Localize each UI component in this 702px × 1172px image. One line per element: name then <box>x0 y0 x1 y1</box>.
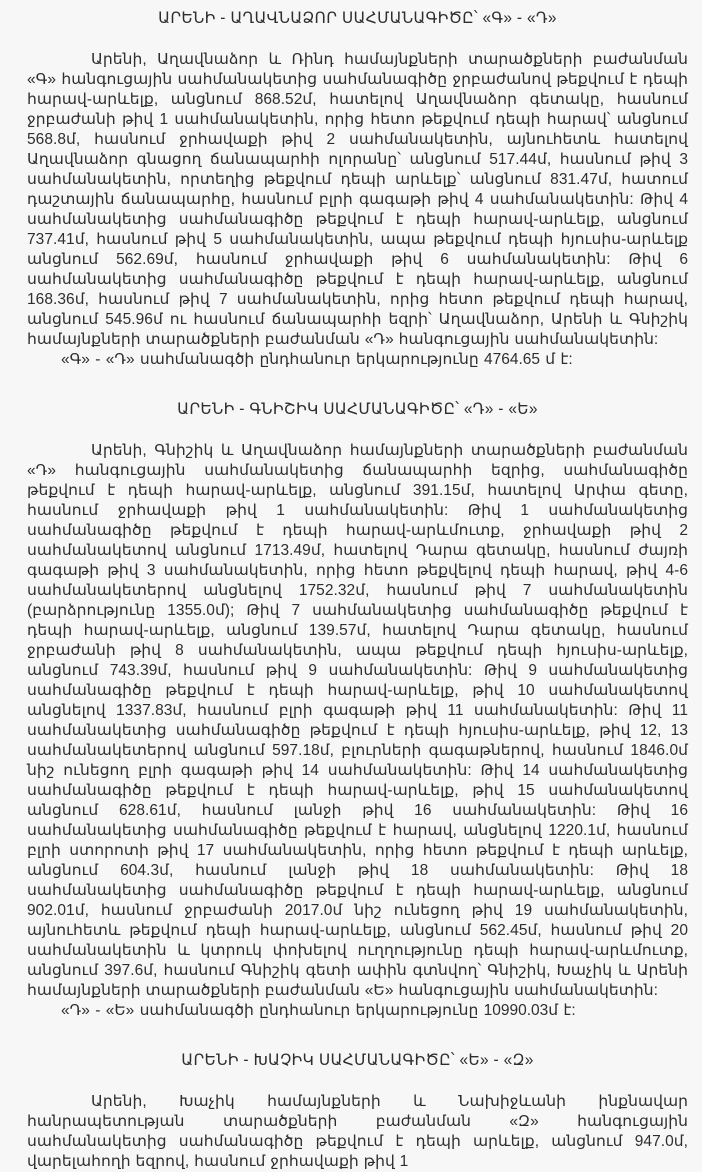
section-heading: ԱՐԵՆԻ - ԳՆԻՇԻԿ ՍԱՀՄԱՆԱԳԻԾԸ՝ «Դ» - «Ե» <box>177 400 538 419</box>
section-heading: ԱՐԵՆԻ - ԽԱՉԻԿ ՍԱՀՄԱՆԱԳԻԾԸ՝ «Ե» - «Զ» <box>181 1051 534 1070</box>
section-areni-gnishik <box>27 400 688 1021</box>
section-paragraph: Արենի, Աղավնաձոր և Ռինդ համայնքների տարածքների բաժանման «Գ» հանգուցային սահմանակետից սահմանագիծը ջրբաժանով թեքվում է դեպի հարավ-արևելք, անցնում 868.52մ, հատելով Աղավնաձոր գետակը, հասնում ջրբաժանի թիվ 1 սահմանակետին, որից հետո թեքվում դեպի հարավ՝ անցնում 568.8մ, հասնում ջրհավաքի թիվ 2 սահմանակետին, այնուհետև հատելով Աղավնաձոր գնացող ճանապարհի ոլորանը՝ անցնում 517.44մ, հասնում թիվ 3 սահմանակետին, որտեղից թեքվում դեպի արևելք՝ անցնում 831.47մ, հատում դաշտային ճանապարհը, հասնում բլրի գագաթի թիվ 4 սահմանակետին: Թիվ 4 սահմանակետից սահմանագիծը թեքվում է դեպի հարավ-արևելք, անցնում 737.41մ, հասնում թիվ 5 սահմանակետին, ապա թեքվում դեպի հյուսիս-արևելք անցնում 562.69մ, հասնում ջրհավաքի թիվ 6 սահմանակետին: Թիվ 6 սահմանակետից սահմանագիծը թեքվում է դեպի հարավ-արևելք, անցնում 168.36մ, հասնում թիվ 7 սահմանակետին, որից հետո թեքվում դեպի հարավ, անցնում 545.96մ ու հասնում ճանապարհի եզրի՝ Աղավնաձոր, Արենի և Գնիշիկ համայնքների տարածքների բաժանման «Դ» հանգուցային սահմանակետին: <box>27 51 688 348</box>
section-paragraph: Արենի, Խաչիկ համայնքների և Նախիջևանի ինքնավար հանրապետության տարածքների բաժանման «Զ» հանգուցային սահմանակետից սահմանագիծը թեքվում է դեպի արևելք, անցնում 947.0մ, վարելահողի եզրով, հասնում ջրհավաքի թիվ 1 <box>27 1093 688 1170</box>
section-total-length: «Գ» - «Դ» սահմանագծի ընդհանուր երկարությունը 4764.65 մ է: <box>61 351 573 368</box>
section-total-length: «Դ» - «Ե» սահմանագծի ընդհանուր երկարությունը 10990.03մ է: <box>61 1002 576 1019</box>
section-heading: ԱՐԵՆԻ - ԱՂԱՎՆԱՁՈՐ ՍԱՀՄԱՆԱԳԻԾԸ՝ «Գ» - «Դ» <box>158 9 557 28</box>
section-areni-khachik <box>27 1051 688 1172</box>
section-areni-aghavnadzor <box>27 9 688 370</box>
section-paragraph: Արենի, Գնիշիկ և Աղավնաձոր համայնքների տարածքների բաժանման «Դ» հանգուցային սահմանակետից ճանապարհի եզրից, սահմանագիծը թեքվում է դեպի հարավ-արևելք, անցնում 391.15մ, հատելով Արփա գետը, հասնում ջրհավաքի թիվ 1 սահմանակետին: Թիվ 1 սահմանակետից սահմանագիծը թեքվում է դեպի հարավ-արևմուտք, ջրհավաքի թիվ 2 սահմանակետով անցնում 1713.49մ, հատելով Դարա գետակը, հասնում ժայռի գագաթի թիվ 3 սահմանակետին, որից հետո թեքվելով դեպի հարավ, թիվ 4-6 սահմանակետերով անցնելով 1752.32մ, հասնում թիվ 7 սահմանակետին (բարձրությունը 1355.0մ); Թիվ 7 սահմանակետից սահմանագիծը թեքվում է դեպի հարավ-արևելք, անցնում 139.57մ, հատելով Դարա գետակը, հասնում ջրբաժանի թիվ 8 սահմանակետին, ապա թեքվում դեպի հյուսիս-արևելք, անցնում 743.39մ, հասնում թիվ 9 սահմանակետին: Թիվ 9 սահմանակետից սահմանագիծը թեքվում է դեպի հարավ-արևելք, թիվ 10 սահմանակետով անցնելով 1337.83մ, հասնում բլրի գագաթի թիվ 11 սահմանակետին: Թիվ 11 սահմանակետից սահմանագիծը թեքվում է դեպի հյուսիս-արևելք, թիվ 12, 13 սահմանակետերով անցնում 597.18մ, բլուրների գագաթներով, հասնում 1846.0մ նիշ ունեցող բլրի գագաթի թիվ 14 սահմանակետին: Թիվ 14 սահմանակետից սահմանագիծը թեքվում է դեպի հարավ-արևելք, թիվ 15 սահմանակետով անցնում 628.61մ, հասնում լանջի թիվ 16 սահմանակետին: Թիվ 16 սահմանակետից սահմանագիծը թեքվում է հարավ, անցնելով 1220.1մ, հասնում բլրի ստորոտի թիվ 17 սահմանակետին, որից հետո թեքվում է դեպի արևելք, անցնում 604.3մ, հասնում լանջի թիվ 18 սահմանակետին: Թիվ 18 սահմանակետից սահմանագիծը թեքվում է դեպի հարավ-արևելք, անցնում 902.01մ, հասնում ջրբաժանի 2017.0մ նիշ ունեցող թիվ 19 սահմանակետին, այնուհետև թեքվում դեպի հարավ-արևելք, անցնում 562.45մ, հասնում թիվ 20 սահմանակետին և կտրուկ փոխելով ուղղությունը դեպի հարավ-արևմուտք, անցնում 397.6մ, հասնում Գնիշիկ գետի ափին գտնվող՝ Գնիշիկ, Խաչիկ և Արենի համայնքների տարածքների բաժանման «Ե» հանգուցային սահմանակետին: <box>27 442 688 999</box>
